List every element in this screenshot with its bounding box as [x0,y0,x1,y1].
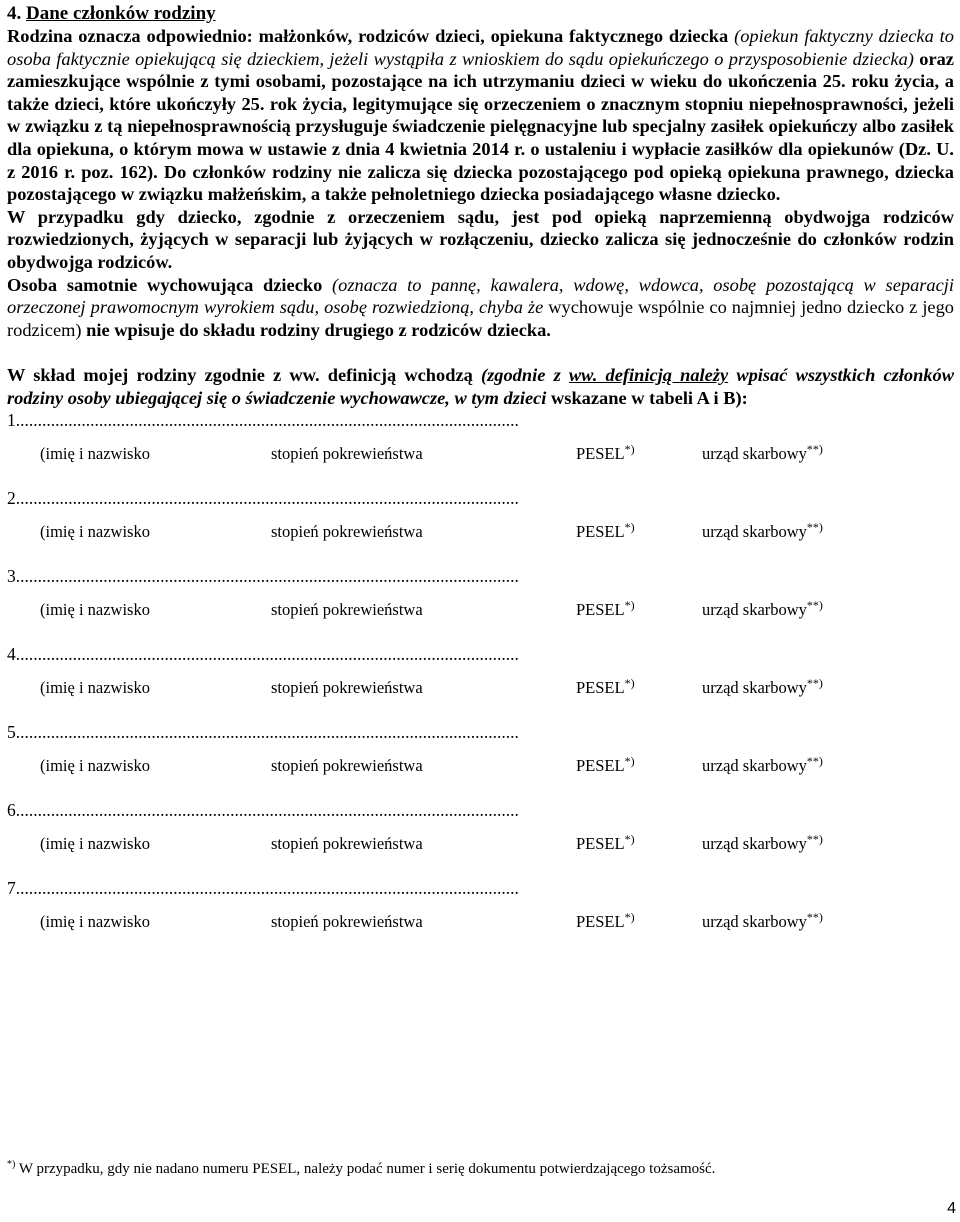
field-label-text: stopień pokrewieństwa [271,755,423,775]
family-member-entry [7,722,954,800]
field-label-pesel [576,909,635,932]
footnote-reference: *) [624,675,635,690]
field-label-relation [271,600,423,620]
field-label-text: (imię i nazwisko [40,599,150,619]
single-parent-term: Osoba samotnie wychowująca dziecko [7,274,323,295]
single-parent-continuation: wychowuje wspólnie co najmniej jedno dziecko z jego rodzicem) [7,297,954,340]
field-label-pesel [576,519,635,542]
composition-instruction-b: wpisać wszystkich członków rodziny osoby ubiegającej się o świadczenie wychowawcze, w tym dzieci [7,365,954,408]
member-field-labels [7,436,954,466]
field-label-text: PESEL [576,833,625,853]
member-fill-line[interactable]: 6................................................................................................................... [7,799,519,820]
field-label-name [40,600,150,620]
footnote-reference: *) [624,597,635,612]
field-label-relation [271,756,423,776]
family-member-entry [7,566,954,644]
member-field-labels [7,670,954,700]
field-label-pesel [576,753,635,776]
definition-text-4: Do członków rodziny nie zalicza się dziecka pozostającego pod opieką opiekuna prawnego, dziecka pozostającego w związku małżeńskim, a także pełnoletniego dziecka posiadającego własne dziecko. [7,161,954,205]
single-parent-rule: nie wpisuje do składu rodziny drugiego z rodziców dziecka. [81,319,551,340]
footnote-reference: **) [806,753,823,768]
field-label-relation [271,444,423,464]
field-label-name [40,912,150,932]
member-field-labels [7,826,954,856]
single-parent-paragraph [7,274,954,342]
composition-instruction-ww: ww. definicją należy [568,365,729,386]
field-label-name [40,756,150,776]
field-label-name [40,444,150,464]
member-fill-line[interactable]: 3................................................................................................................... [7,565,519,586]
family-member-entry [7,644,954,722]
field-label-text: urząd skarbowy [702,677,807,697]
composition-lead: W skład mojej rodziny zgodnie z ww. definicją wchodzą [7,365,473,386]
spacer [7,341,954,364]
member-fill-line[interactable]: 2................................................................................................................... [7,487,519,508]
field-label-pesel [576,441,635,464]
field-label-text: stopień pokrewieństwa [271,833,423,853]
field-label-text: (imię i nazwisko [40,443,150,463]
member-fill-line[interactable]: 7................................................................................................................... [7,877,519,898]
field-label-tax-office [702,441,823,464]
field-label-tax-office [702,753,823,776]
field-label-text: urząd skarbowy [702,755,807,775]
definition-text-3: oraz zamieszkujące wspólnie z tymi osobami, pozostające na ich utrzymaniu dzieci w wieku do ukończenia 25. roku życia, a także dzieci, które ukończyły 25. rok życia, legitymujące się orzeczeniem o znacznym stopniu niepełnosprawności, jeżeli w związku z tą niepełnosprawnością przysługuje świadczenie pielęgnacyjne lub specjalny zasiłek opiekuńczy albo zasiłek dla opiekuna, o którym mowa w ustawie z dnia 4 kwietnia 2014 r. o ustaleniu i wypłacie zasiłków dla opiekunów (Dz. U. z 2016 r. poz. 162). [7,48,954,182]
single-parent-definition: (oznacza to pannę, kawalera, wdowę, wdowca, osobę pozostającą w separacji orzeczonej prawomocnym wyrokiem sądu, osobę rozwiedzioną, chyba że [7,274,954,318]
field-label-text: (imię i nazwisko [40,521,150,541]
definition-text-2: (opiekun faktyczny dziecka to osoba faktycznie opiekującą się dzieckiem, jeżeli wystąpiła z wnioskiem do sądu opiekuńczego o przysposobienie dziecka) [7,26,954,69]
footnote-reference: *) [624,753,635,768]
footnote-mark: *) [7,1159,16,1170]
footnote-text: W przypadku, gdy nie nadano numeru PESEL, należy podać numer i serię dokumentu potwierdzającego tożsamość. [18,1161,716,1177]
field-label-pesel [576,597,635,620]
field-label-text: urząd skarbowy [702,911,807,931]
footnote-reference: *) [624,519,635,534]
composition-tail: wskazane w tabeli A i B): [546,387,748,408]
member-field-labels [7,592,954,622]
composition-paragraph [7,364,954,409]
field-label-text: (imię i nazwisko [40,755,150,775]
field-label-text: PESEL [576,521,625,541]
field-label-text: PESEL [576,599,625,619]
field-label-text: PESEL [576,911,625,931]
member-field-labels [7,748,954,778]
family-member-entry [7,800,954,878]
alternating-custody-paragraph: W przypadku gdy dziecko, zgodnie z orzeczeniem sądu, jest pod opieką naprzemienną obydwojga rodziców rozwiedzionych, żyjących w separacji lub żyjących w rozłączeniu, dziecko zalicza się jednocześnie do członków rodzin obydwojga rodziców. [7,206,954,272]
footnote-reference: **) [806,597,823,612]
field-label-tax-office [702,909,823,932]
field-label-text: urząd skarbowy [702,521,807,541]
family-member-list [7,410,954,956]
field-label-text: (imię i nazwisko [40,833,150,853]
field-label-text: PESEL [576,677,625,697]
field-label-text: stopień pokrewieństwa [271,599,423,619]
field-label-relation [271,834,423,854]
field-label-relation [271,912,423,932]
field-label-relation [271,678,423,698]
family-member-entry [7,410,954,488]
definition-text-1: Rodzina oznacza odpowiednio: małżonków, rodziców dzieci, opiekuna faktycznego dziecka [7,26,729,46]
footnote-reference: **) [806,909,823,924]
member-fill-line[interactable]: 1................................................................................................................... [7,409,519,430]
field-label-text: urząd skarbowy [702,833,807,853]
member-field-labels [7,514,954,544]
field-label-tax-office [702,831,823,854]
field-label-text: stopień pokrewieństwa [271,443,423,463]
field-label-text: PESEL [576,755,625,775]
footnote-reference: *) [624,441,635,456]
footnote-reference: **) [806,675,823,690]
field-label-text: stopień pokrewieństwa [271,911,423,931]
footnote-reference: **) [806,441,823,456]
field-label-relation [271,522,423,542]
family-member-entry [7,878,954,956]
field-label-name [40,678,150,698]
member-field-labels [7,904,954,934]
field-label-text: stopień pokrewieństwa [271,677,423,697]
field-label-text: PESEL [576,443,625,463]
family-member-entry [7,488,954,566]
field-label-name [40,522,150,542]
field-label-text: urząd skarbowy [702,599,807,619]
composition-instruction-a: (zgodnie z [472,365,569,386]
field-label-pesel [576,831,635,854]
field-label-text: (imię i nazwisko [40,911,150,931]
section-number: 4. [7,3,22,24]
page-number: 4 [947,1200,956,1217]
member-fill-line[interactable]: 5................................................................................................................... [7,721,519,742]
field-label-text: urząd skarbowy [702,443,807,463]
member-fill-line[interactable]: 4................................................................................................................... [7,643,519,664]
form-page [7,0,954,956]
field-label-name [40,834,150,854]
footnote [7,1161,715,1178]
field-label-tax-office [702,597,823,620]
section-heading [7,0,954,25]
field-label-text: (imię i nazwisko [40,677,150,697]
field-label-tax-office [702,675,823,698]
field-label-text: stopień pokrewieństwa [271,521,423,541]
footnote-reference: *) [624,909,635,924]
footnote-reference: *) [624,831,635,846]
footnote-reference: **) [806,519,823,534]
footnote-reference: **) [806,831,823,846]
section-title: Dane członków rodziny [26,3,216,24]
family-definition [7,25,954,206]
field-label-tax-office [702,519,823,542]
field-label-pesel [576,675,635,698]
